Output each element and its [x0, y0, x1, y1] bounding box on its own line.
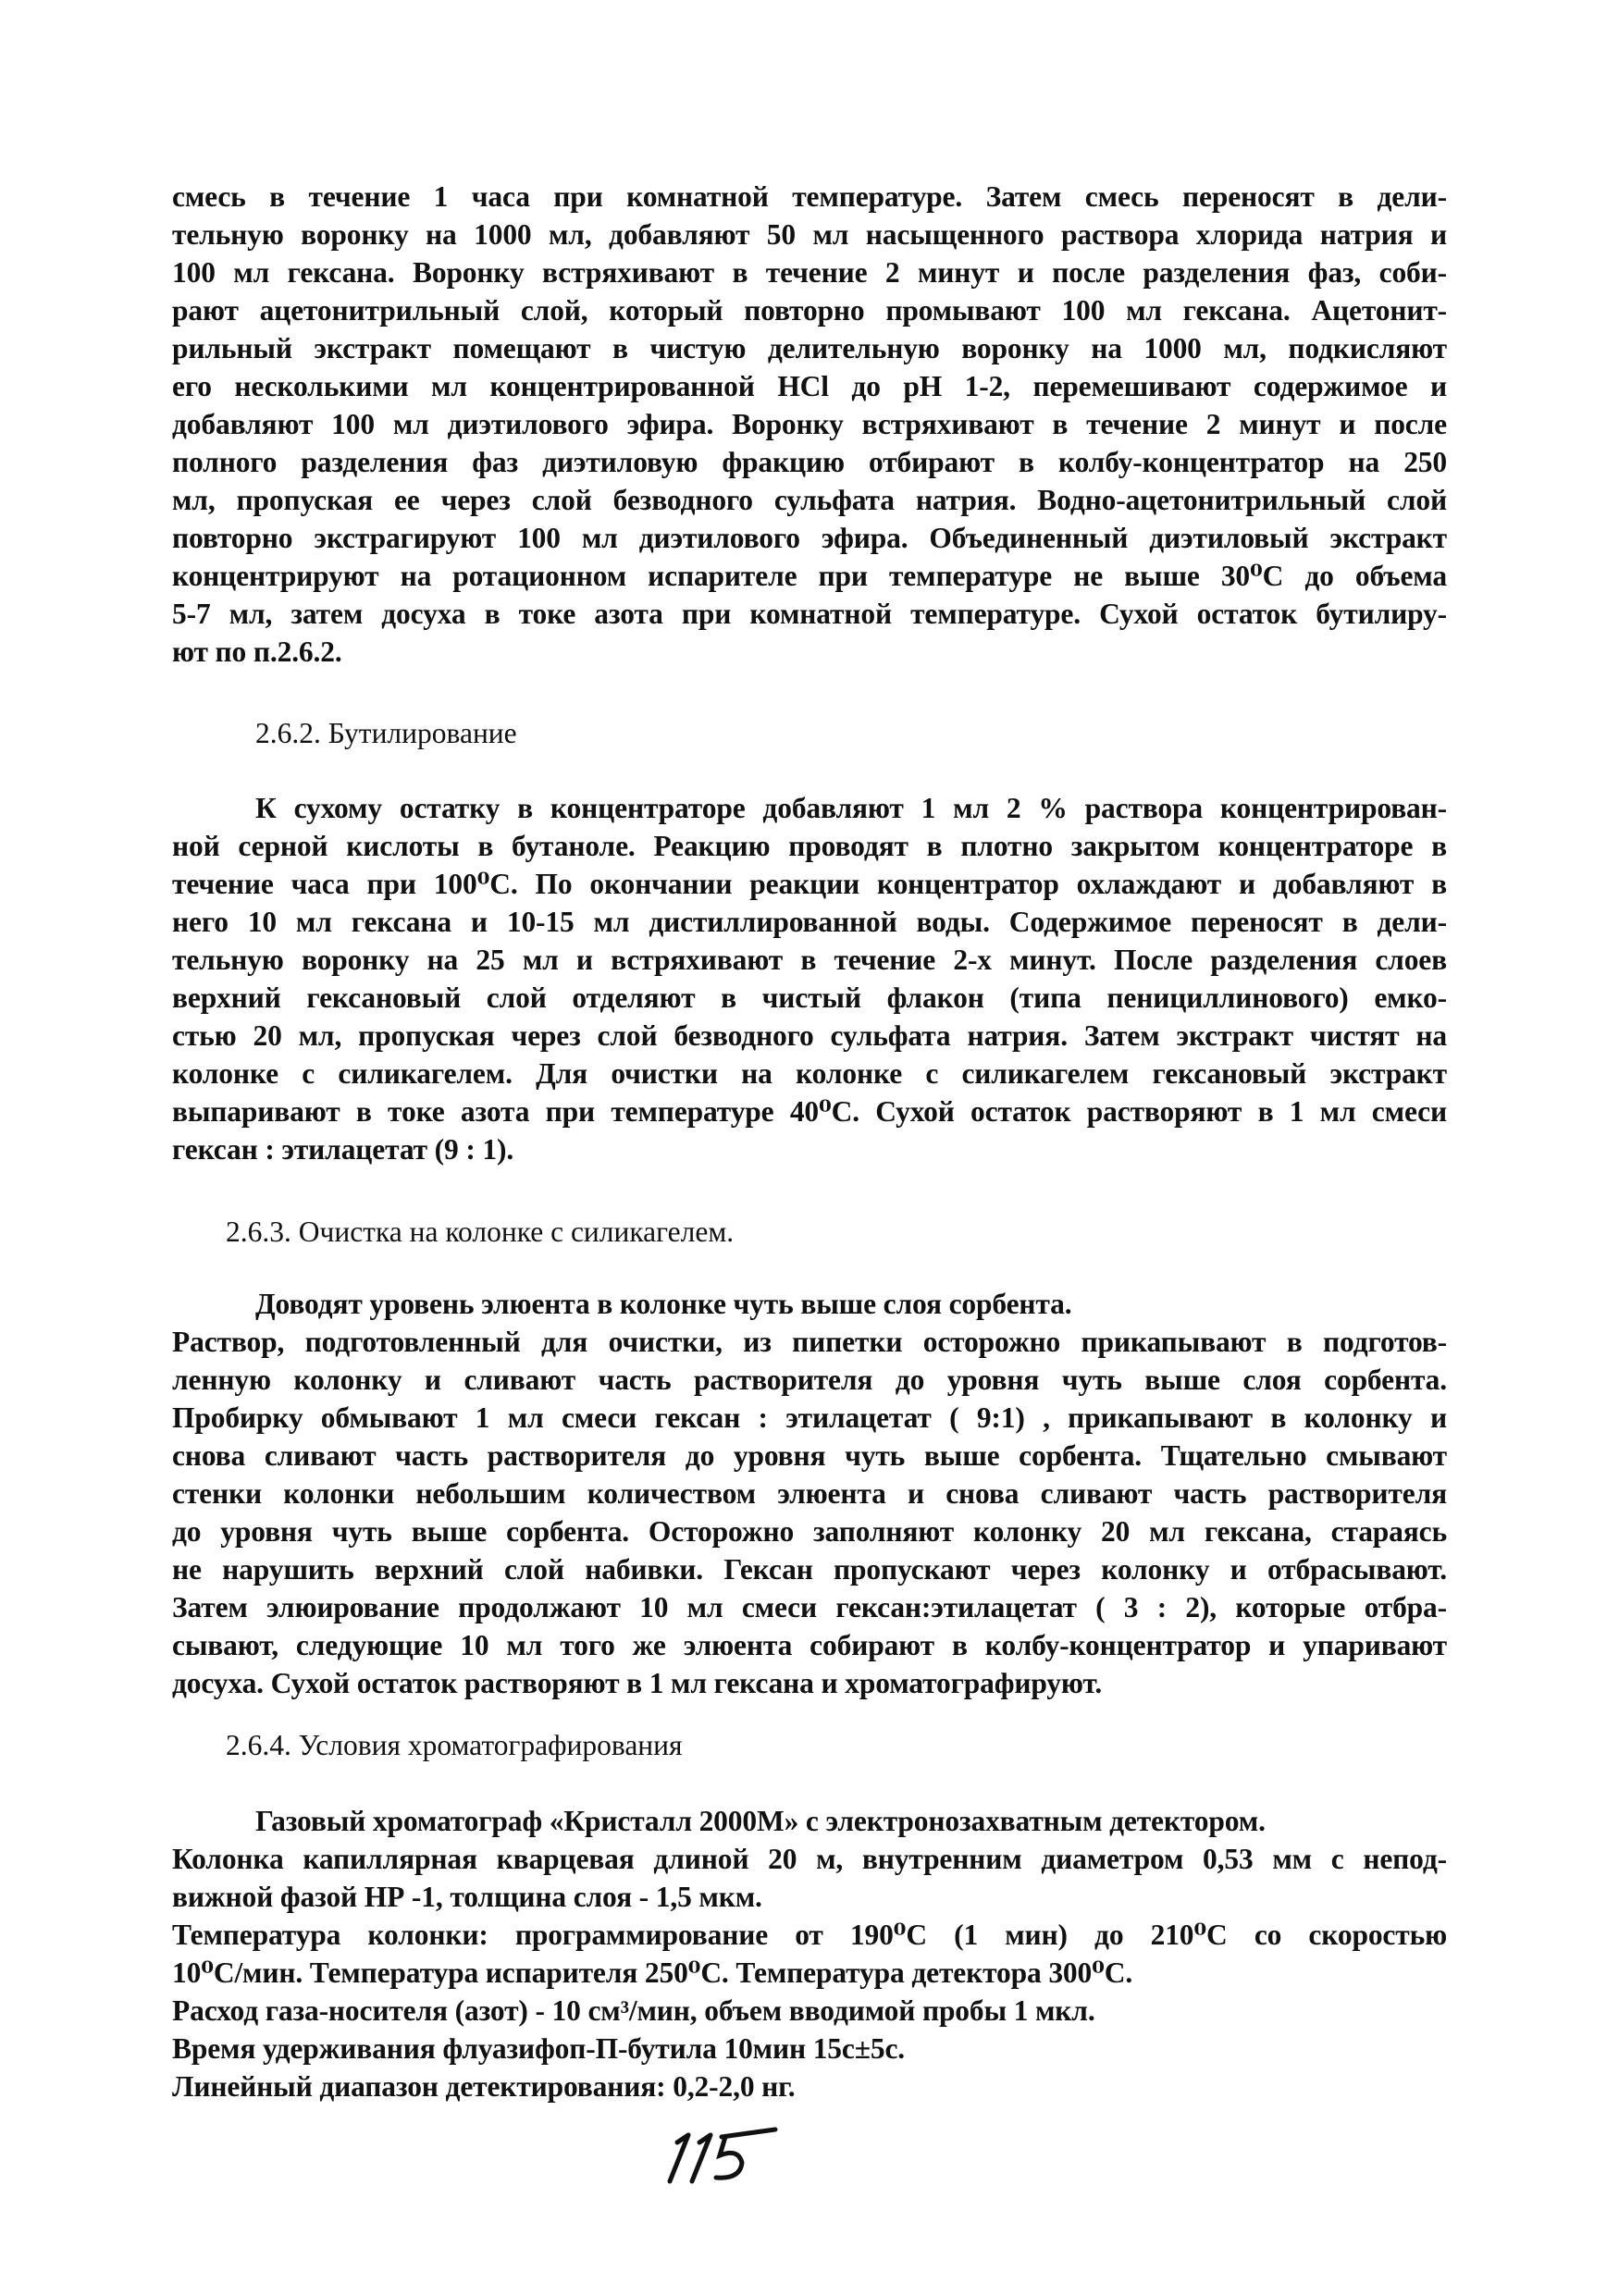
text-line: верхний гексановый слой отделяют в чистый флакон (типа пенициллинового) емко- [172, 981, 1447, 1014]
text-line: снова сливают часть растворителя до уровня чуть выше сорбента. Тщательно смывают [172, 1439, 1447, 1472]
intro-paragraph [172, 178, 1447, 671]
text-line: выпаривают в токе азота при температуре 40⁰С. Сухой остаток растворяют в 1 мл смеси [172, 1095, 1447, 1128]
text-line: ной серной кислоты в бутаноле. Реакцию проводят в плотно закрытом концентраторе в [172, 830, 1447, 862]
text-line: вижной фазой НР -1, толщина слоя - 1,5 мкм. [172, 1881, 762, 1913]
text-line: ют по п.2.6.2. [172, 636, 342, 668]
text-line: тельную воронку на 25 мл и встряхивают в течение 2-х минут. После разделения слоев [172, 944, 1447, 976]
text-line: мл, пропуская ее через слой безводного сульфата натрия. Водно-ацетонитрильный слой [172, 484, 1447, 516]
text-line: добавляют 100 мл диэтилового эфира. Воронку встряхивают в течение 2 минут и после [172, 408, 1447, 440]
handwritten-page-number [661, 2117, 781, 2191]
text-line: до уровня чуть выше сорбента. Осторожно заполняют колонку 20 мл гексана, стараясь [172, 1515, 1447, 1548]
text-line: концентрируют на ротационном испарителе при температуре не выше 30⁰С до объема [172, 560, 1447, 592]
text-line: К сухому остатку в концентраторе добавляют 1 мл 2 % раствора концентрирован- [255, 792, 1447, 824]
section-heading-2-6-3: 2.6.3. Очистка на колонке с силикагелем. [226, 1216, 735, 1248]
text-line: рильный экстракт помещают в чистую делительную воронку на 1000 мл, подкисляют [172, 332, 1447, 364]
text-line: Доводят уровень элюента в колонке чуть выше слоя сорбента. [255, 1288, 1072, 1320]
section-2-6-4-paragraph [172, 1802, 1447, 2105]
text-line: колонке с силикагелем. Для очистки на колонке с силикагелем гексановый экстракт [172, 1057, 1447, 1090]
text-line: Линейный диапазон детектирования: 0,2-2,0 нг. [172, 2070, 796, 2103]
text-line: тельную воронку на 1000 мл, добавляют 50 мл насыщенного раствора хлорида натрия и [172, 218, 1447, 251]
text-line: ленную колонку и сливают часть растворителя до уровня чуть выше слоя сорбента. [172, 1364, 1447, 1396]
page-number [661, 2117, 781, 2191]
text-line: Газовый хроматограф «Кристалл 2000М» с электронозахватным детектором. [255, 1805, 1266, 1837]
text-line: него 10 мл гексана и 10-15 мл дистиллированной воды. Содержимое переносят в дели- [172, 906, 1447, 938]
text-line: его несколькими мл концентрированной HCl до рН 1-2, перемешивают содержимое и [172, 370, 1447, 402]
section-heading-2-6-4: 2.6.4. Условия хроматографирования [226, 1729, 683, 1761]
text-line: полного разделения фаз диэтиловую фракцию отбирают в колбу-концентратор на 250 [172, 446, 1447, 478]
section-2-6-3-paragraph [172, 1285, 1447, 1702]
text-line: не нарушить верхний слой набивки. Гексан пропускают через колонку и отбрасывают. [172, 1553, 1447, 1586]
text-line: 5-7 мл, затем досуха в токе азота при комнатной температуре. Сухой остаток бутилиру- [172, 598, 1447, 630]
section-2-6-2-paragraph [172, 789, 1447, 1168]
text-line: повторно экстрагируют 100 мл диэтилового эфира. Объединенный диэтиловый экстракт [172, 522, 1447, 554]
text-line: смесь в течение 1 часа при комнатной температуре. Затем смесь переносят в дели- [172, 180, 1447, 213]
text-line: стенки колонки небольшим количеством элюента и снова сливают часть растворителя [172, 1477, 1447, 1510]
text-line: стью 20 мл, пропуская через слой безводного сульфата натрия. Затем экстракт чистят на [172, 1019, 1447, 1052]
text-line: Колонка капиллярная кварцевая длиной 20 м, внутренним диаметром 0,53 мм с непод- [172, 1843, 1447, 1875]
text-line: течение часа при 100⁰С. По окончании реакции концентратор охлаждают и добавляют в [172, 868, 1447, 900]
text-line: досуха. Сухой остаток растворяют в 1 мл гексана и хроматографируют. [172, 1667, 1103, 1699]
section-heading-2-6-2: 2.6.2. Бутилирование [255, 717, 517, 749]
text-line: 100 мл гексана. Воронку встряхивают в течение 2 минут и после разделения фаз, соби- [172, 256, 1447, 289]
text-line: Затем элюирование продолжают 10 мл смеси гексан:этилацетат ( 3 : 2), которые отбра- [172, 1591, 1447, 1623]
text-line: сывают, следующие 10 мл того же элюента собирают в колбу-концентратор и упаривают [172, 1629, 1447, 1661]
text-line: Раствор, подготовленный для очистки, из пипетки осторожно прикапывают в подготов- [172, 1326, 1447, 1358]
text-line: гексан : этилацетат (9 : 1). [172, 1133, 514, 1166]
text-line: Пробирку обмывают 1 мл смеси гексан : этилацетат ( 9:1) , прикапывают в колонку и [172, 1401, 1447, 1434]
text-line: рают ацетонитрильный слой, который повторно промывают 100 мл гексана. Ацетонит- [172, 294, 1447, 327]
text-line: 10⁰С/мин. Температура испарителя 250⁰С. Температура детектора 300⁰С. [172, 1957, 1133, 1989]
text-line: Время удерживания флуазифоп-П-бутила 10мин 15с±5с. [172, 2032, 906, 2065]
text-line: Температура колонки: программирование от 190⁰С (1 мин) до 210⁰С со скоростью [172, 1919, 1447, 1951]
text-line: Расход газа-носителя (азот) - 10 см³/мин, объем вводимой пробы 1 мкл. [172, 1994, 1095, 2027]
